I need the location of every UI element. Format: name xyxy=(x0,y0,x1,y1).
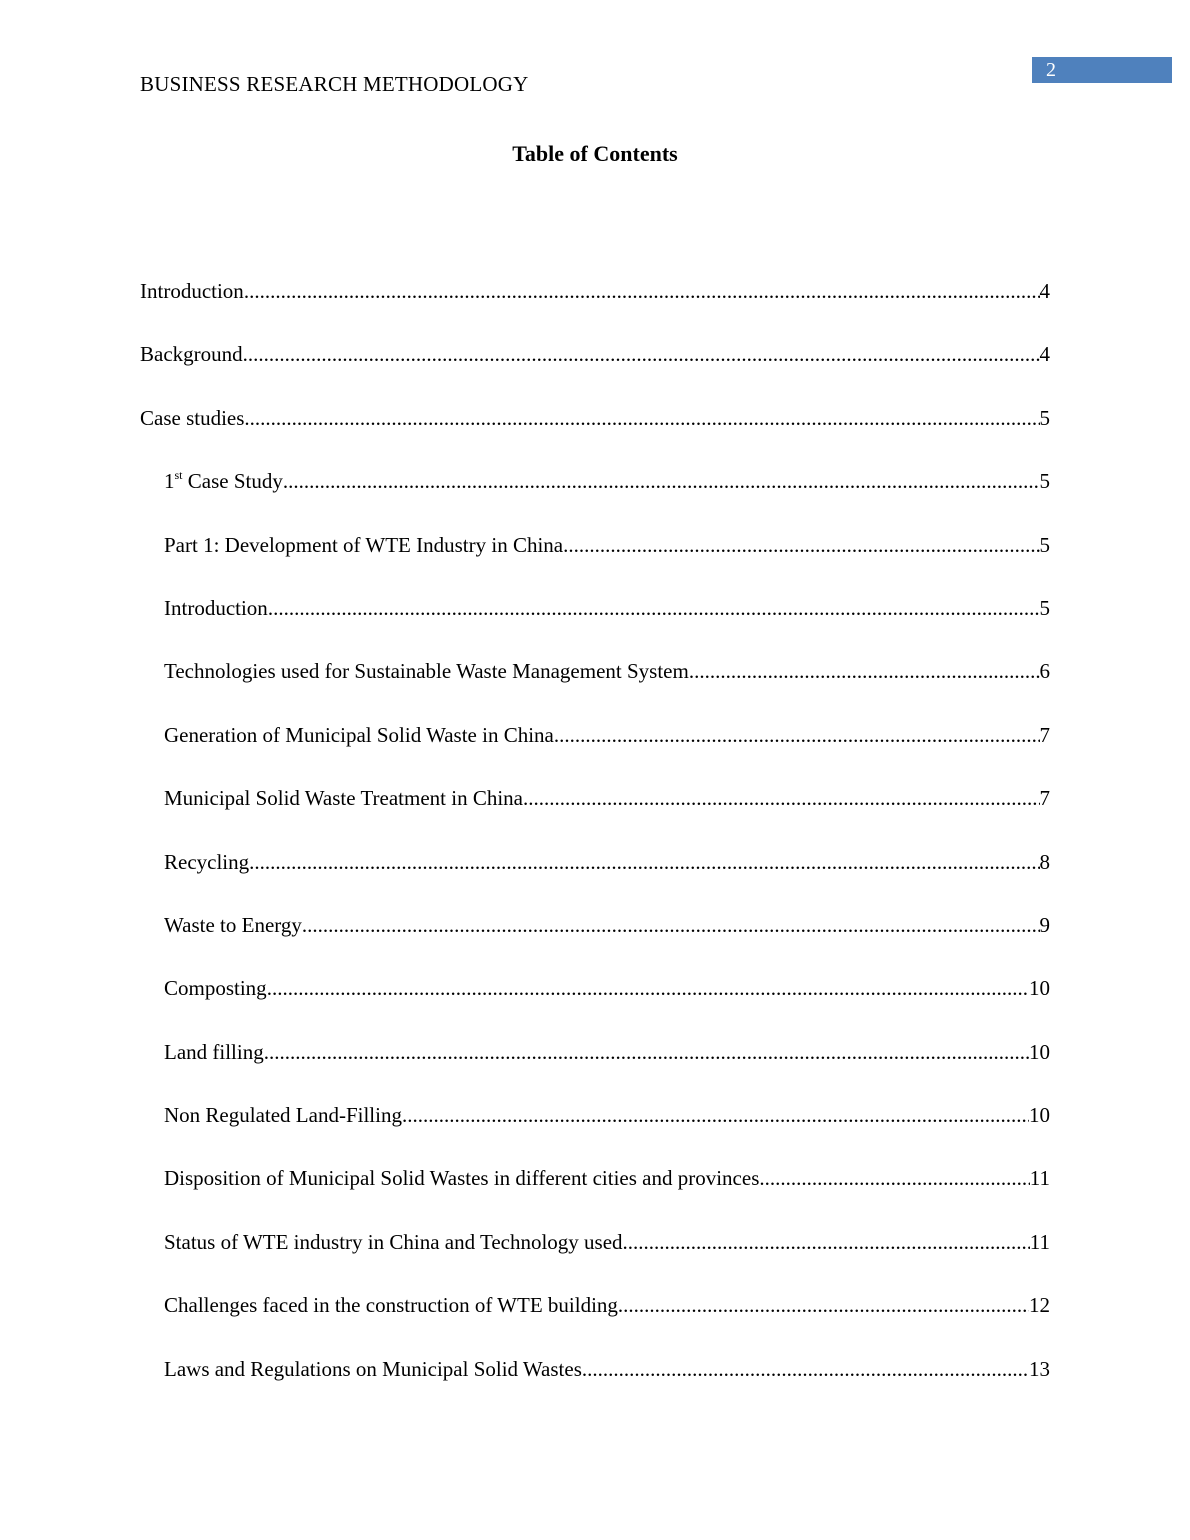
toc-entry-label-prefix: 1 xyxy=(164,469,175,494)
page-number-badge xyxy=(1032,57,1172,83)
toc-entry-page: 12 xyxy=(1029,1293,1050,1318)
toc-entry-status-wte[interactable] xyxy=(140,1227,1050,1290)
toc-entry-label: Background xyxy=(140,342,243,367)
toc-entry-non-regulated-land-filling[interactable] xyxy=(140,1100,1050,1163)
toc-entry-label xyxy=(164,466,283,496)
toc-entry-part-1[interactable] xyxy=(140,530,1050,593)
toc-entry-disposition-msw[interactable] xyxy=(140,1163,1050,1226)
toc-dot-leader xyxy=(689,656,1040,686)
toc-dot-leader xyxy=(264,1037,1029,1067)
toc-entry-composting[interactable] xyxy=(140,973,1050,1036)
toc-entry-label: Technologies used for Sustainable Waste Management System xyxy=(164,659,689,684)
toc-entry-label: Municipal Solid Waste Treatment in China xyxy=(164,786,523,811)
toc-entry-page: 5 xyxy=(1039,532,1050,557)
toc-entry-page: 10 xyxy=(1029,1039,1050,1064)
toc-entry-label: Generation of Municipal Solid Waste in China xyxy=(164,722,554,747)
toc-dot-leader xyxy=(582,1354,1029,1384)
toc-dot-leader xyxy=(402,1100,1029,1130)
toc-entry-case-studies[interactable] xyxy=(140,403,1050,466)
running-head: BUSINESS RESEARCH METHODOLOGY xyxy=(140,72,529,96)
toc-entry-page: 10 xyxy=(1029,1103,1050,1128)
toc-entry-introduction[interactable] xyxy=(140,276,1050,339)
toc-dot-leader xyxy=(563,530,1039,560)
toc-dot-leader xyxy=(302,910,1040,940)
toc-entry-label: Land filling xyxy=(164,1039,264,1064)
toc-entry-page: 6 xyxy=(1039,659,1050,684)
toc-entry-label: Introduction xyxy=(140,279,244,303)
toc-entry-label: Case studies xyxy=(140,405,245,430)
toc-entry-label: Recycling xyxy=(164,849,250,874)
toc-entry-generation-msw[interactable] xyxy=(140,720,1050,783)
toc-entry-page: 7 xyxy=(1039,722,1050,747)
toc-dot-leader xyxy=(618,1290,1029,1320)
toc-entry-label: Laws and Regulations on Municipal Solid Wastes xyxy=(164,1356,582,1381)
toc-entry-label-superscript: st xyxy=(174,468,183,483)
toc-dot-leader xyxy=(759,1163,1029,1193)
toc-entry-label: Waste to Energy xyxy=(164,912,302,937)
toc-entry-page: 5 xyxy=(1039,595,1050,620)
toc-dot-leader xyxy=(267,973,1029,1003)
toc-dot-leader xyxy=(268,593,1040,623)
toc-entry-label: Composting xyxy=(164,976,267,1001)
toc-list xyxy=(140,276,1050,1417)
toc-entry-page: 7 xyxy=(1039,786,1050,811)
toc-dot-leader xyxy=(244,403,1039,433)
toc-entry-technologies[interactable] xyxy=(140,656,1050,719)
toc-entry-page: 11 xyxy=(1029,1166,1050,1191)
toc-dot-leader xyxy=(244,276,1040,306)
toc-entry-msw-treatment[interactable] xyxy=(140,783,1050,846)
toc-entry-label: Challenges faced in the construction of WTE building xyxy=(164,1293,618,1318)
toc-entry-page: 5 xyxy=(1039,469,1050,494)
toc-entry-page: 9 xyxy=(1039,912,1050,937)
toc-entry-background[interactable] xyxy=(140,339,1050,402)
toc-entry-laws-regulations[interactable] xyxy=(140,1354,1050,1417)
toc-dot-leader xyxy=(554,720,1040,750)
toc-dot-leader xyxy=(523,783,1040,813)
toc-dot-leader xyxy=(623,1227,1030,1257)
toc-entry-label: Status of WTE industry in China and Technology used xyxy=(164,1229,623,1254)
toc-dot-leader xyxy=(243,339,1040,369)
toc-entry-page: 5 xyxy=(1039,405,1050,430)
toc-entry-challenges-wte[interactable] xyxy=(140,1290,1050,1353)
toc-entry-label: Part 1: Development of WTE Industry in China xyxy=(164,532,564,557)
toc-entry-label: Disposition of Municipal Solid Wastes in different cities and provinces xyxy=(164,1166,760,1191)
toc-entry-page: 4 xyxy=(1039,279,1050,303)
toc-entry-label: Introduction xyxy=(164,595,268,620)
toc-entry-page: 4 xyxy=(1039,342,1050,367)
toc-entry-page: 8 xyxy=(1039,849,1050,874)
toc-entry-label-text: Case Study xyxy=(182,469,283,494)
toc-entry-label: Non Regulated Land-Filling xyxy=(164,1103,402,1128)
toc-entry-sub-introduction[interactable] xyxy=(140,593,1050,656)
toc-entry-page: 13 xyxy=(1029,1356,1050,1381)
toc-entry-waste-to-energy[interactable] xyxy=(140,910,1050,973)
toc-dot-leader xyxy=(283,466,1040,496)
toc-dot-leader xyxy=(249,847,1039,877)
toc-entry-first-case-study[interactable] xyxy=(140,466,1050,529)
toc-title: Table of Contents xyxy=(512,141,678,166)
page-number: 2 xyxy=(1046,59,1056,81)
toc-entry-land-filling[interactable] xyxy=(140,1037,1050,1100)
toc-entry-recycling[interactable] xyxy=(140,847,1050,910)
toc-entry-page: 10 xyxy=(1029,976,1050,1001)
toc-entry-page: 11 xyxy=(1029,1229,1050,1254)
